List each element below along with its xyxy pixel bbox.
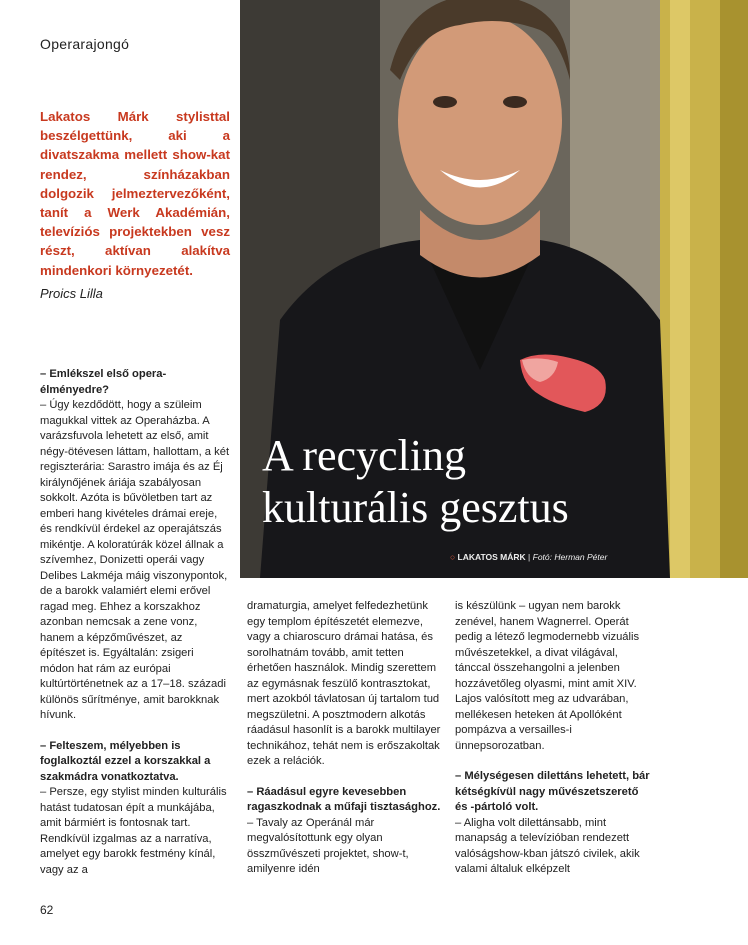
question-paragraph: – Felteszem, mélyebben is foglalkoztál ezzel a korszakkal a szakmádra vonatkoztatva. (40, 739, 211, 783)
text-column-3 (455, 599, 650, 878)
text-column-1 (40, 367, 230, 878)
answer-paragraph: – Aligha volt dilettánsabb, mint manapság a televízióban rendezett valóságshow-kban játszó civilek, akik valami általuk elképzelt (455, 816, 640, 875)
answer-paragraph: – Tavaly az Operánál már megvalósítottunk egy olyan összművészeti projektet, show-t, amilyenre idén (247, 816, 409, 875)
photo-caption (450, 552, 607, 562)
answer-paragraph: dramaturgia, amelyet felfedezhetünk egy templom építészetét elemezve, vagy a chiaroscuro drámai hatása, és sorolhatnám tovább, amit tetten érhetően használok. Mindig szerettem az egymásnak feszülő kontrasztokat, mert azokból távlatosan új tartalom tud megszületni. A posztmodern alkotás ráadásul hasonlít is a barokk multilayer technikához, tehát nem is erőszakoltak ezek a relációk. (247, 600, 441, 767)
lead-paragraph: Lakatos Márk stylisttal beszélgettünk, aki a divatszakma mellett show-kat rendez, színházakban dolgozik jelmeztervezőként, tanít a Werk Akadémián, televíziós projektekben vesz részt, aktívan alakítva mindenkori környezetét. (40, 109, 230, 278)
answer-paragraph: – Úgy kezdődött, hogy a szüleim magukkal vittek az Operaházba. A varázsfuvola lehetett az első, amit négy-ötévesen láttam, hallottam, a két regiszterária: Sarastro imája és az Éj királynőjének áriája szabályosan sokkolt. Azóta is bűvöletben tart az emberi hang kivételes drámai ereje, és rendkívül érdekel az operajátszás mikéntje. A koloratúrák közel állnak a szívemhez, Donizetti operái vagy Delibes Lakméja máig viszonypontok, de a barokk valamiért elemi erővel ragad meg. Ehhez a korszakhoz azonban nemcsak a zene vonz, hanem a képzőművészet, az építészet is. Egyáltalán: zsigeri módon hat rám az európai kultúrtörténetnek az a 17–18. századi különös sűrítménye, amit barokknak hívunk. (40, 399, 230, 721)
text-column-2 (247, 599, 445, 878)
author-name: Proics Lilla (40, 286, 103, 301)
caption-name: LAKATOS MÁRK (457, 552, 526, 562)
article-title (262, 430, 569, 534)
title-line-1: A recycling (262, 431, 467, 480)
title-line-2: kulturális gesztus (262, 483, 569, 532)
question-paragraph: – Ráadásul egyre kevesebben ragaszkodnak a műfaji tisztasághoz. (247, 785, 441, 813)
page-number: 62 (40, 903, 54, 917)
caption-separator: | (528, 552, 531, 562)
caption-circle-icon: ○ (450, 552, 456, 562)
caption-credit: Fotó: Herman Péter (532, 552, 608, 562)
answer-paragraph: – Persze, egy stylist minden kulturális hatást tudatosan épít a munkájába, amit bármiért is fontosnak tart. Rendkívül izgalmas az a narratíva, amelyet egy barokk festmény kínál, vagy az a (40, 786, 227, 876)
section-label: Operarajongó (40, 36, 130, 52)
answer-paragraph: is készülünk – ugyan nem barokk zenével, hanem Wagnerrel. Operát pedig a létező legmodernebb vizuális művészetekkel, a divat világával, tánccal összehangolni a jelenben hozzávetőleg olyasmi, mint amit XIV. Lajos valósított meg az udvarában, mellékesen heteken át Apollóként pompázva a versailles-i ünnepsorozatban. (455, 600, 640, 752)
question-paragraph: – Mélységesen dilettáns lehetett, bár kétségkívül nagy művészetszerető és -pártoló volt. (455, 770, 650, 813)
question-paragraph: – Emlékszel első opera-élményedre? (40, 368, 167, 396)
